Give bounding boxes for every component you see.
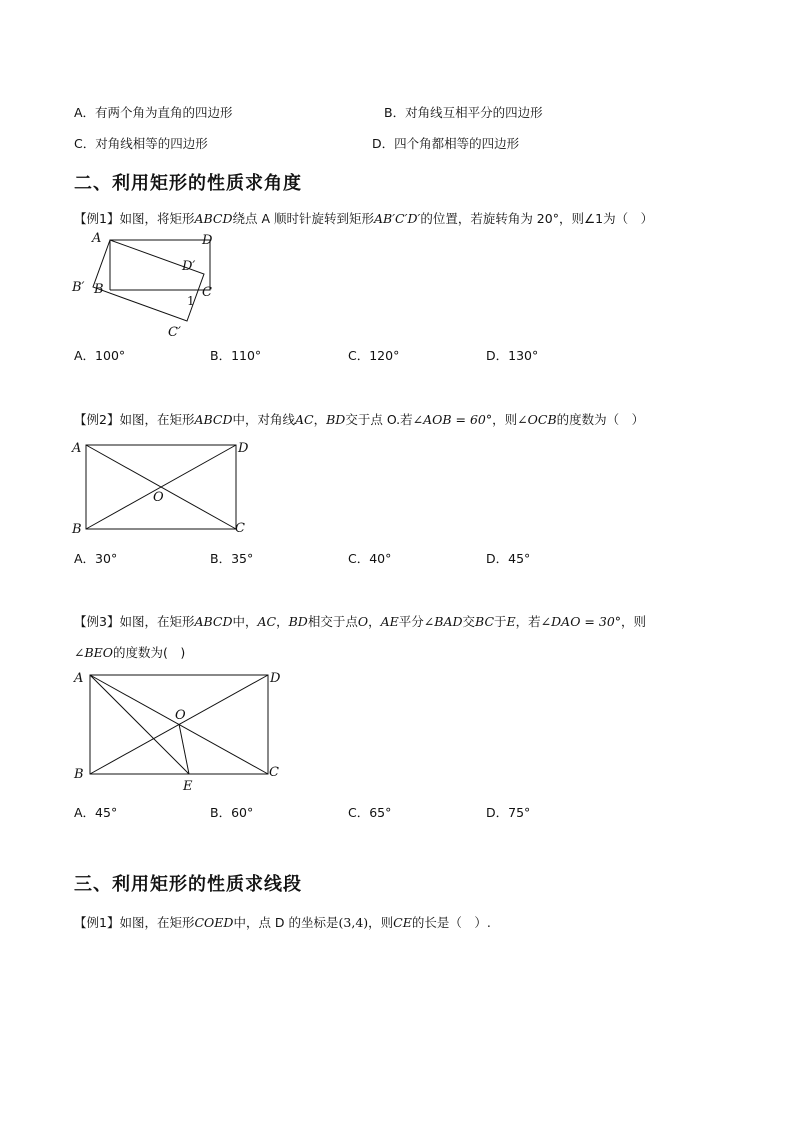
math-run: AB′C′D′ — [374, 211, 421, 226]
math-run: AC — [257, 614, 277, 629]
text-run: 交于点 O.若 — [345, 412, 413, 427]
math-run: ABCD — [194, 412, 233, 427]
question-text — [74, 410, 644, 428]
segment-oe — [179, 724, 189, 774]
math-run: CE — [393, 915, 412, 930]
bisector-ae — [90, 675, 189, 774]
text-run: ，若 — [515, 614, 541, 629]
label-d-prime: D′ — [182, 259, 196, 274]
text-run: 的长是（ ）. — [411, 915, 491, 930]
option-b: B．60° — [210, 805, 254, 820]
math-run: AC — [295, 412, 314, 427]
math-run: AE — [380, 614, 399, 629]
label-b: B — [94, 282, 104, 297]
option-d: D．130° — [486, 348, 539, 363]
math-run: COED — [194, 915, 234, 930]
label-d: D — [270, 671, 281, 686]
math-run: BD — [326, 412, 346, 427]
option-d: D．四个角都相等的四边形 — [372, 136, 520, 151]
label-c: C — [235, 521, 245, 536]
question-text — [74, 612, 646, 630]
option-d: D．45° — [486, 551, 531, 566]
text-run: 的度数为（ ） — [556, 412, 645, 427]
text-run: 绕点 A 顺时针旋转到矩形 — [232, 211, 374, 226]
label-angle-1: 1 — [187, 294, 195, 308]
label-e: E — [183, 779, 193, 794]
question-text — [74, 913, 491, 931]
option-a: A．45° — [74, 805, 118, 820]
math-run: ∠BAD — [423, 614, 463, 629]
rotation-figure — [66, 228, 236, 340]
text-run: 如图，将矩形 — [119, 211, 195, 226]
question-tag: 【例2】 — [74, 412, 120, 427]
label-b: B — [74, 767, 84, 782]
option-c: C．对角线相等的四边形 — [74, 136, 208, 151]
label-c-prime: C′ — [168, 325, 181, 340]
rectangle-diagonals-figure — [66, 434, 256, 538]
option-a: A．100° — [74, 348, 126, 363]
math-run: BD — [288, 614, 308, 629]
label-o: O — [175, 708, 186, 723]
text-run: ，则 — [368, 915, 394, 930]
rectangle-bisector-figure — [66, 664, 296, 794]
math-run: ∠DAO = 30° — [540, 614, 622, 629]
text-run: 平分 — [398, 614, 424, 629]
section-heading: 二、利用矩形的性质求角度 — [74, 173, 302, 194]
text-run: 中，对角线 — [232, 412, 296, 427]
option-b: B．对角线互相平分的四边形 — [384, 105, 543, 120]
option-c: C．120° — [348, 348, 400, 363]
math-run: ABCD — [194, 614, 233, 629]
text-run: 中， — [232, 614, 258, 629]
text-run: 的位置，若旋转角为 20°，则∠1为（ ） — [420, 211, 654, 226]
label-a: A — [72, 441, 82, 456]
text-run: ， — [313, 412, 327, 427]
math-run: ∠OCB — [517, 412, 557, 427]
text-run: 如图，在矩形 — [119, 412, 195, 427]
option-b: B．110° — [210, 348, 262, 363]
option-a: A．有两个角为直角的四边形 — [74, 105, 233, 120]
label-c: C — [202, 285, 212, 300]
math-run: ∠AOB = 60° — [412, 412, 493, 427]
text-run: 交 — [462, 614, 476, 629]
math-run: ABCD — [194, 211, 233, 226]
option-c: C．65° — [348, 805, 392, 820]
text-run: 如图，在矩形 — [119, 614, 195, 629]
option-c: C．40° — [348, 551, 392, 566]
text-run: 的度数为( ) — [113, 645, 186, 660]
math-run: (3,4) — [338, 915, 369, 930]
math-run: O — [357, 614, 369, 629]
label-d: D — [238, 441, 249, 456]
label-c: C — [269, 765, 279, 780]
label-b-prime: B′ — [72, 280, 85, 295]
option-b: B．35° — [210, 551, 254, 566]
label-a: A — [92, 231, 102, 246]
question-text-line2 — [74, 643, 185, 661]
label-o: O — [153, 490, 164, 505]
text-run: ，则 — [492, 412, 518, 427]
text-run: ， — [276, 614, 289, 629]
label-b: B — [72, 522, 82, 537]
question-tag: 【例1】 — [74, 211, 120, 226]
text-run: ， — [368, 614, 381, 629]
question-tag: 【例3】 — [74, 614, 120, 629]
option-d: D．75° — [486, 805, 531, 820]
option-a: A．30° — [74, 551, 118, 566]
section-heading: 三、利用矩形的性质求线段 — [74, 874, 302, 895]
text-run: 如图，在矩形 — [119, 915, 195, 930]
question-text — [74, 209, 653, 227]
text-run: ，则 — [621, 614, 647, 629]
text-run: 于 — [494, 614, 507, 629]
text-run: 相交于点 — [307, 614, 358, 629]
math-run: BC — [475, 614, 495, 629]
math-run: ∠BEO — [74, 645, 114, 660]
math-run: E — [506, 614, 516, 629]
question-tag: 【例1】 — [74, 915, 120, 930]
text-run: 中，点 D 的坐标是 — [233, 915, 339, 930]
label-d: D — [202, 233, 213, 248]
label-a: A — [74, 671, 84, 686]
